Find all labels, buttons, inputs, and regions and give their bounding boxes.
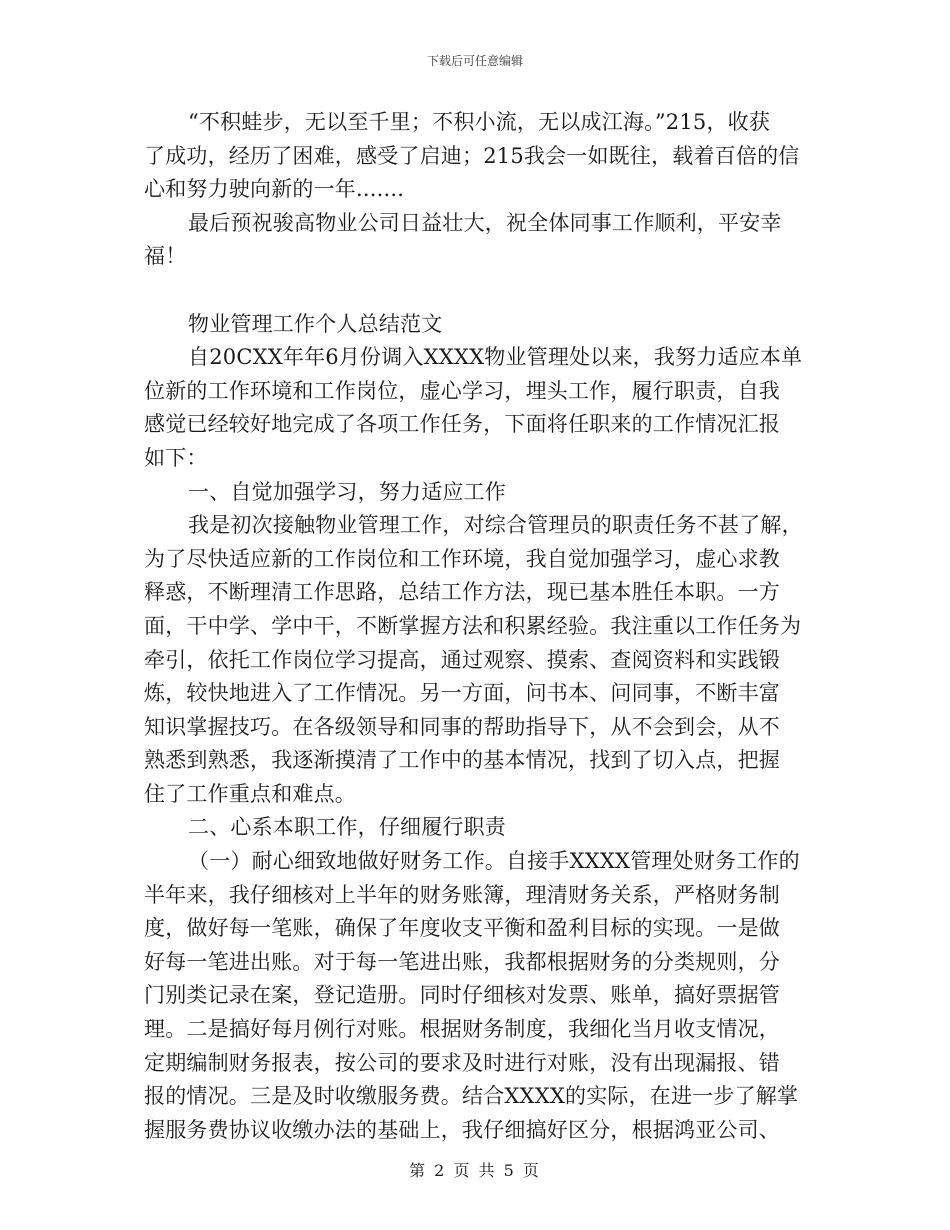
paragraph-gap xyxy=(144,274,809,308)
text-line: “不积蛙步，无以至千里；不积小流，无以成江海。”215，收获 xyxy=(188,110,771,134)
text-line: 最后预祝骏高物业公司日益壮大，祝全体同事工作顺利，平安幸 xyxy=(188,210,782,235)
text-line: 牵引，依托工作岗位学习提高，通过观察、摸索、查阅资料和实践锻 xyxy=(144,647,780,672)
page-number: 第 2 页 共 5 页 xyxy=(409,1161,541,1180)
text-line: 报的情况。三是及时收缴服务费。结合XXXX的实际，在进一步了解掌 xyxy=(144,1084,799,1109)
text-line: 定期编制财务报表，按公司的要求及时进行对账，没有出现漏报、错 xyxy=(144,1050,780,1075)
section-heading: 一、自觉加强学习，努力适应工作 xyxy=(188,479,506,504)
text-line: 炼，较快地进入了工作情况。另一方面，问书本、问同事，不断丰富 xyxy=(144,681,780,706)
page-header: 下载后可任意编辑 xyxy=(426,54,523,68)
text-line: 为了尽快适应新的工作岗位和工作环境，我自觉加强学习，虚心求教 xyxy=(144,546,780,571)
section-heading: 二、心系本职工作，仔细履行职责 xyxy=(188,815,506,840)
text-line: （一）耐心细致地做好财务工作。自接手XXXX管理处财务工作的 xyxy=(188,849,800,874)
text-line: 知识掌握技巧。在各级领导和同事的帮助指导下，从不会到会，从不 xyxy=(144,714,780,739)
text-line: 心和努力驶向新的一年....... xyxy=(144,177,405,202)
text-line: 福！ xyxy=(144,244,187,269)
text-line: 门别类记录在案，登记造册。同时仔细核对发票、账单，搞好票据管 xyxy=(144,983,780,1008)
text-line: 自20CXX年年6月份调入XXXX物业管理处以来，我努力适应本单 xyxy=(188,345,803,370)
text-line: 面，干中学、学中干，不断掌握方法和积累经验。我注重以工作任务为 xyxy=(144,613,802,638)
text-line: 熟悉到熟悉，我逐渐摸清了工作中的基本情况，找到了切入点，把握 xyxy=(144,748,780,773)
text-line: 度，做好每一笔账，确保了年度收支平衡和盈利目标的实现。一是做 xyxy=(144,916,780,941)
text-line: 握服务费协议收缴办法的基础上，我仔细搞好区分，根据鸿亚公司、 xyxy=(144,1117,780,1142)
section-title: 物业管理工作个人总结范文 xyxy=(188,311,443,336)
text-line: 感觉已经较好地完成了各项工作任务，下面将任职来的工作情况汇报 xyxy=(144,412,780,437)
text-line: 半年来，我仔细核对上半年的财务账簿，理清财务关系，严格财务制 xyxy=(144,882,780,907)
text-line: 释惑，不断理清工作思路，总结工作方法，现已基本胜任本职。一方 xyxy=(144,580,780,605)
text-line: 住了工作重点和难点。 xyxy=(144,781,356,806)
text-line: 理。二是搞好每月例行对账。根据财务制度，我细化当月收支情况， xyxy=(144,1017,780,1042)
text-line: 如下： xyxy=(144,445,208,470)
text-line: 了成功，经历了困难，感受了启迪；215我会一如既往，载着百倍的信 xyxy=(144,143,800,168)
document-body xyxy=(144,106,809,1147)
text-line: 我是初次接触物业管理工作，对综合管理员的职责任务不甚了解， xyxy=(188,513,803,538)
text-line: 位新的工作环境和工作岗位，虚心学习，埋头工作，履行职责，自我 xyxy=(144,378,780,403)
text-line: 好每一笔进出账。对于每一笔进出账，我都根据财务的分类规则，分 xyxy=(144,949,780,974)
